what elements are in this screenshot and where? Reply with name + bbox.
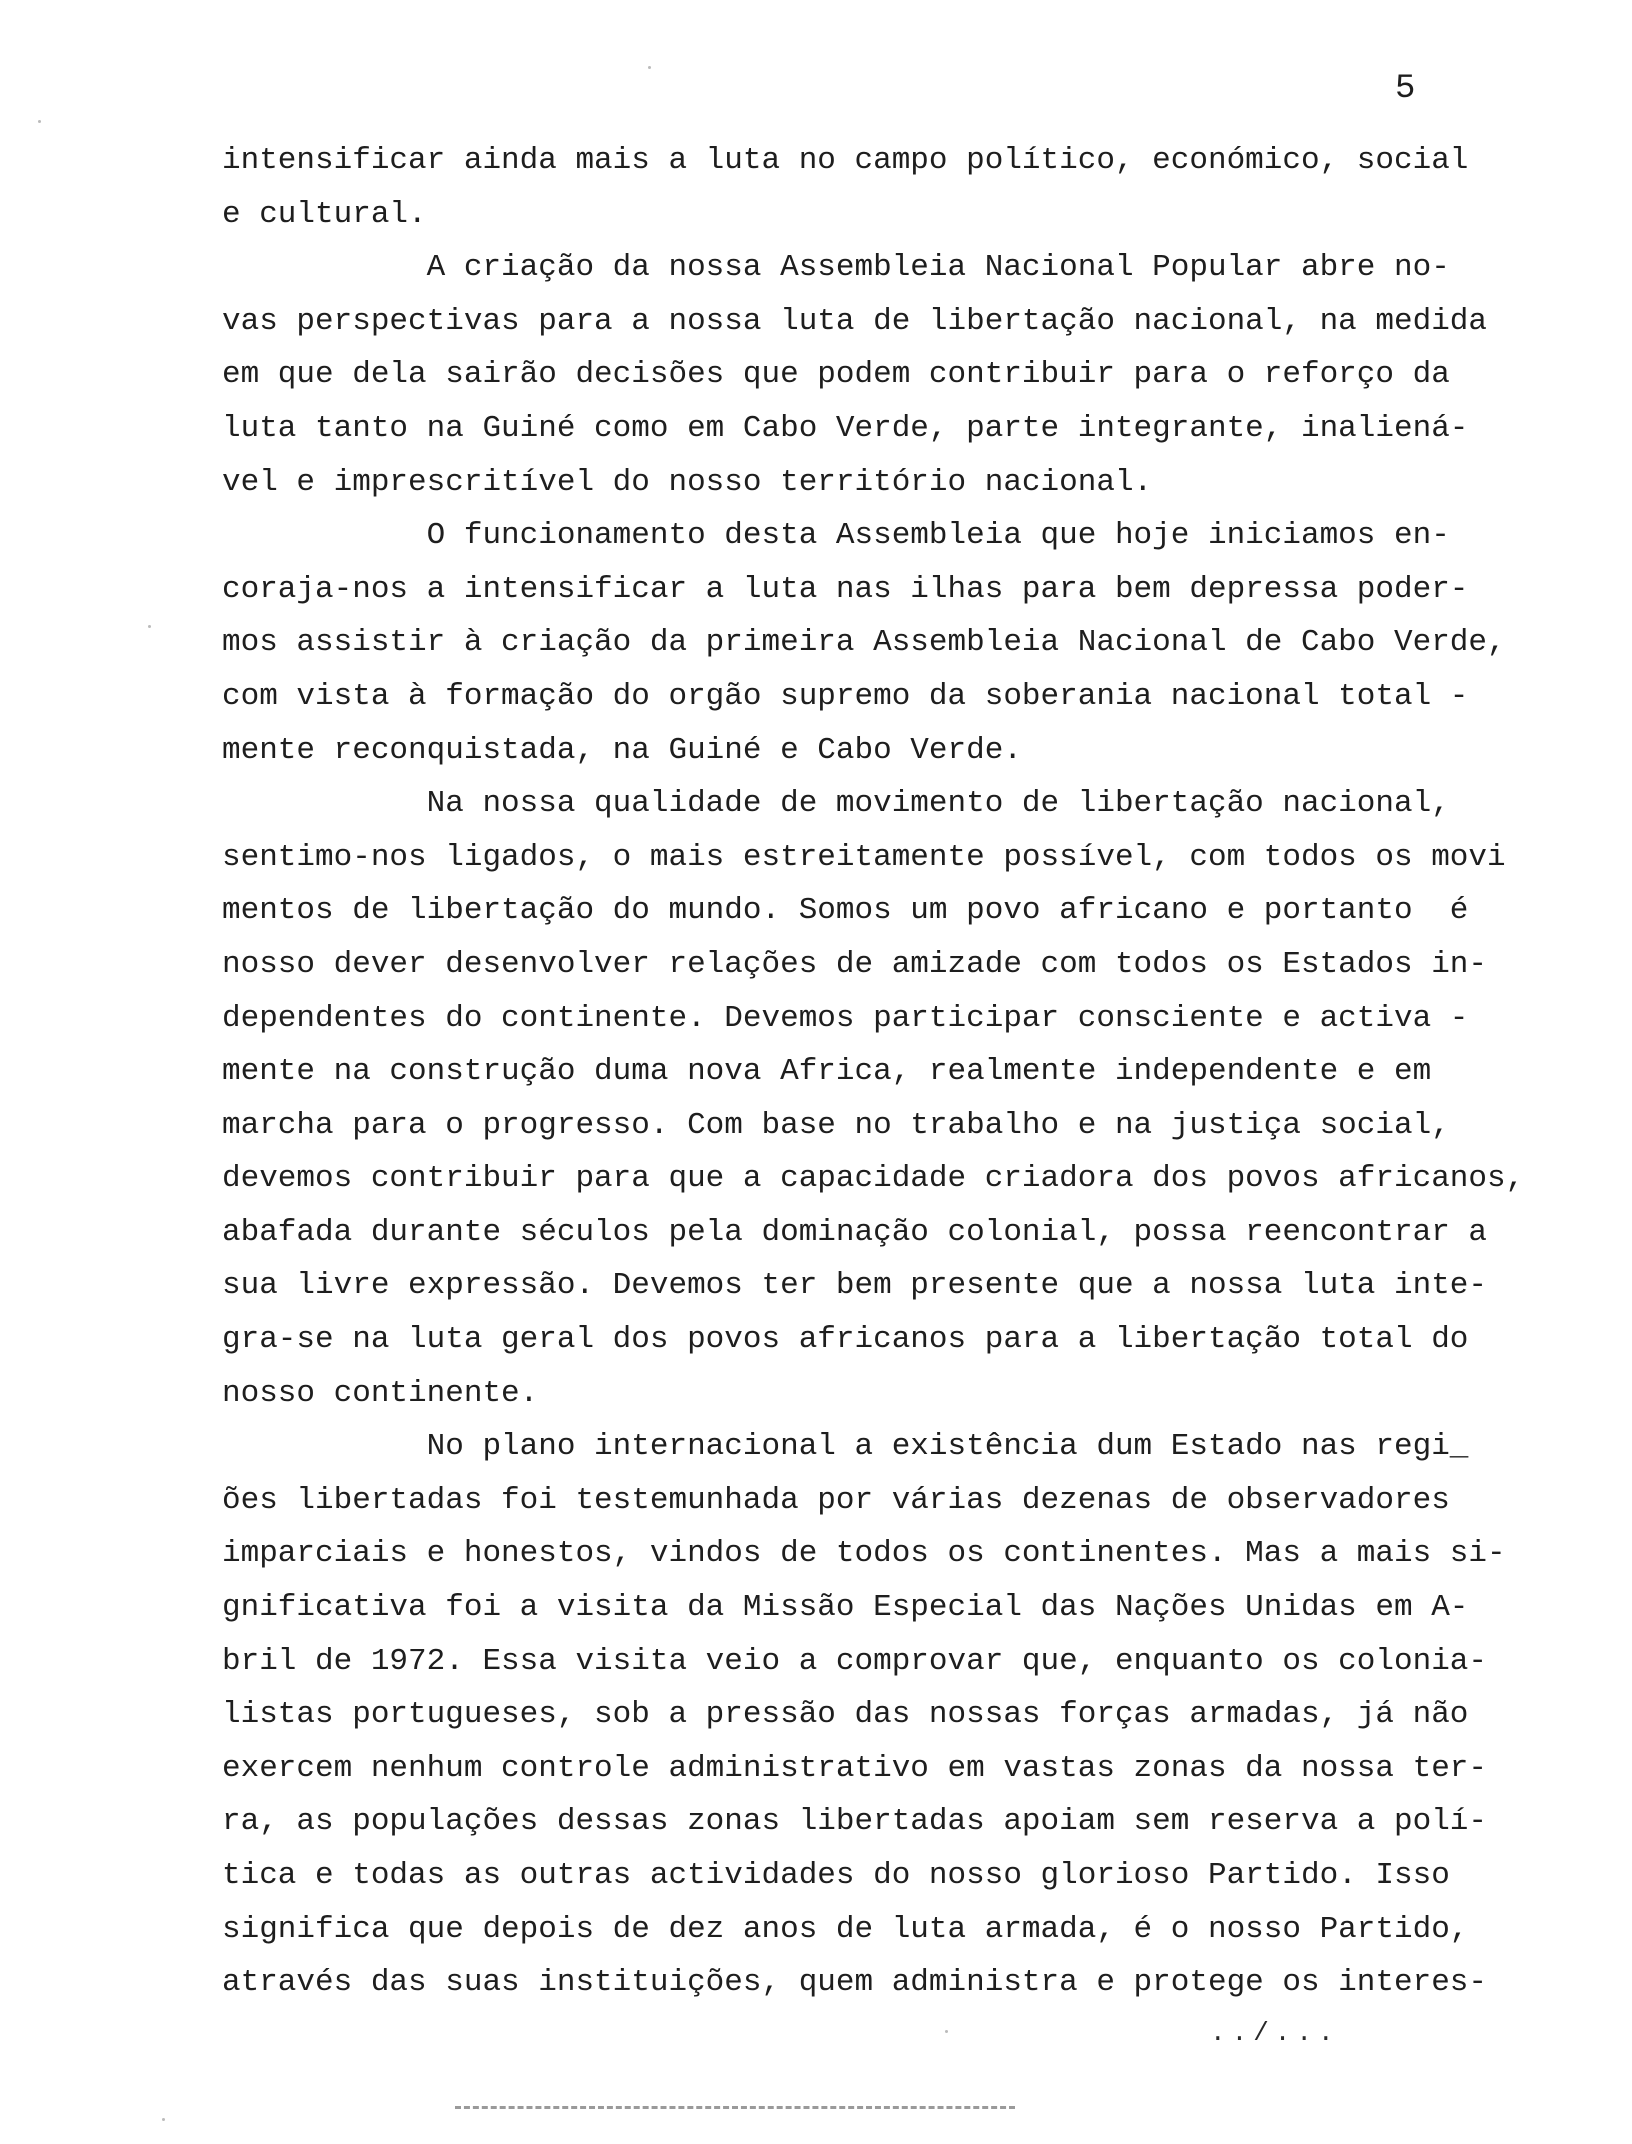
scan-speck [148, 625, 151, 628]
text-line: abafada durante séculos pela dominação colonial, possa reencontrar a [222, 1214, 1488, 1250]
scan-speck [648, 66, 651, 69]
scan-speck [38, 120, 41, 123]
text-line: intensificar ainda mais a luta no campo político, económico, social [222, 143, 1469, 178]
body-text [222, 134, 1572, 2010]
text-line: devemos contribuir para que a capacidade criadora dos povos africanos, [222, 1161, 1525, 1197]
continuation-mark: ../... [1210, 2018, 1340, 2048]
text-line: vas perspectivas para a nossa luta de libertação nacional, na medida [222, 303, 1488, 339]
scan-speck [162, 2118, 165, 2121]
text-line: dependentes do continente. Devemos participar consciente e activa - [222, 1000, 1469, 1036]
text-line: gnificativa foi a visita da Missão Especial das Nações Unidas em A- [222, 1590, 1469, 1626]
text-line: exercem nenhum controle administrativo em vastas zonas da nossa ter- [222, 1750, 1488, 1786]
text-line: com vista à formação do orgão supremo da soberania nacional total - [222, 678, 1469, 714]
text-line: sentimo-nos ligados, o mais estreitamente possível, com todos os movi [222, 839, 1506, 875]
text-line: mentos de libertação do mundo. Somos um povo africano e portanto é [222, 893, 1469, 929]
text-line: nosso dever desenvolver relações de amizade com todos os Estados in- [222, 946, 1488, 982]
text-line: em que dela sairão decisões que podem contribuir para o reforço da [222, 357, 1450, 393]
text-line: tica e todas as outras actividades do nosso glorioso Partido. Isso [222, 1858, 1450, 1893]
scan-speck [945, 2030, 948, 2033]
text-line: bril de 1972. Essa visita veio a comprovar que, enquanto os colonia- [222, 1643, 1488, 1679]
text-line: ra, as populações dessas zonas libertadas apoiam sem reserva a polí- [222, 1804, 1488, 1840]
text-line: O funcionamento desta Assembleia que hoje iniciamos en- [222, 518, 1450, 554]
text-line: ões libertadas foi testemunhada por várias dezenas de observadores [222, 1482, 1450, 1518]
text-line: No plano internacional a existência dum Estado nas regi_ [222, 1429, 1469, 1465]
text-line: coraja-nos a intensificar a luta nas ilhas para bem depressa poder- [222, 571, 1469, 607]
text-line: através das suas instituições, quem administra e protege os interes- [222, 1965, 1488, 2001]
text-line: luta tanto na Guiné como em Cabo Verde, parte integrante, inaliená- [222, 410, 1469, 446]
text-line: mente na construção duma nova Africa, realmente independente e em [222, 1054, 1432, 1090]
text-line: mente reconquistada, na Guiné e Cabo Verde. [222, 732, 1022, 768]
scan-artifact [455, 2106, 1015, 2115]
page-number: 5 [1395, 70, 1416, 108]
text-line: mos assistir à criação da primeira Assembleia Nacional de Cabo Verde, [222, 625, 1506, 661]
text-line: vel e imprescritível do nosso território nacional. [222, 464, 1153, 500]
text-line: e cultural. [222, 196, 427, 232]
text-line: marcha para o progresso. Com base no trabalho e na justiça social, [222, 1107, 1450, 1143]
text-line: significa que depois de dez anos de luta armada, é o nosso Partido, [222, 1911, 1469, 1947]
text-line: imparciais e honestos, vindos de todos os continentes. Mas a mais si- [222, 1536, 1506, 1572]
text-line: nosso continente. [222, 1375, 539, 1411]
text-line: Na nossa qualidade de movimento de libertação nacional, [222, 786, 1450, 822]
text-line: gra-se na luta geral dos povos africanos para a libertação total do [222, 1322, 1469, 1358]
text-line: sua livre expressão. Devemos ter bem presente que a nossa luta inte- [222, 1268, 1488, 1304]
text-line: listas portugueses, sob a pressão das nossas forças armadas, já não [222, 1697, 1469, 1733]
text-line: A criação da nossa Assembleia Nacional Popular abre no- [222, 250, 1450, 286]
